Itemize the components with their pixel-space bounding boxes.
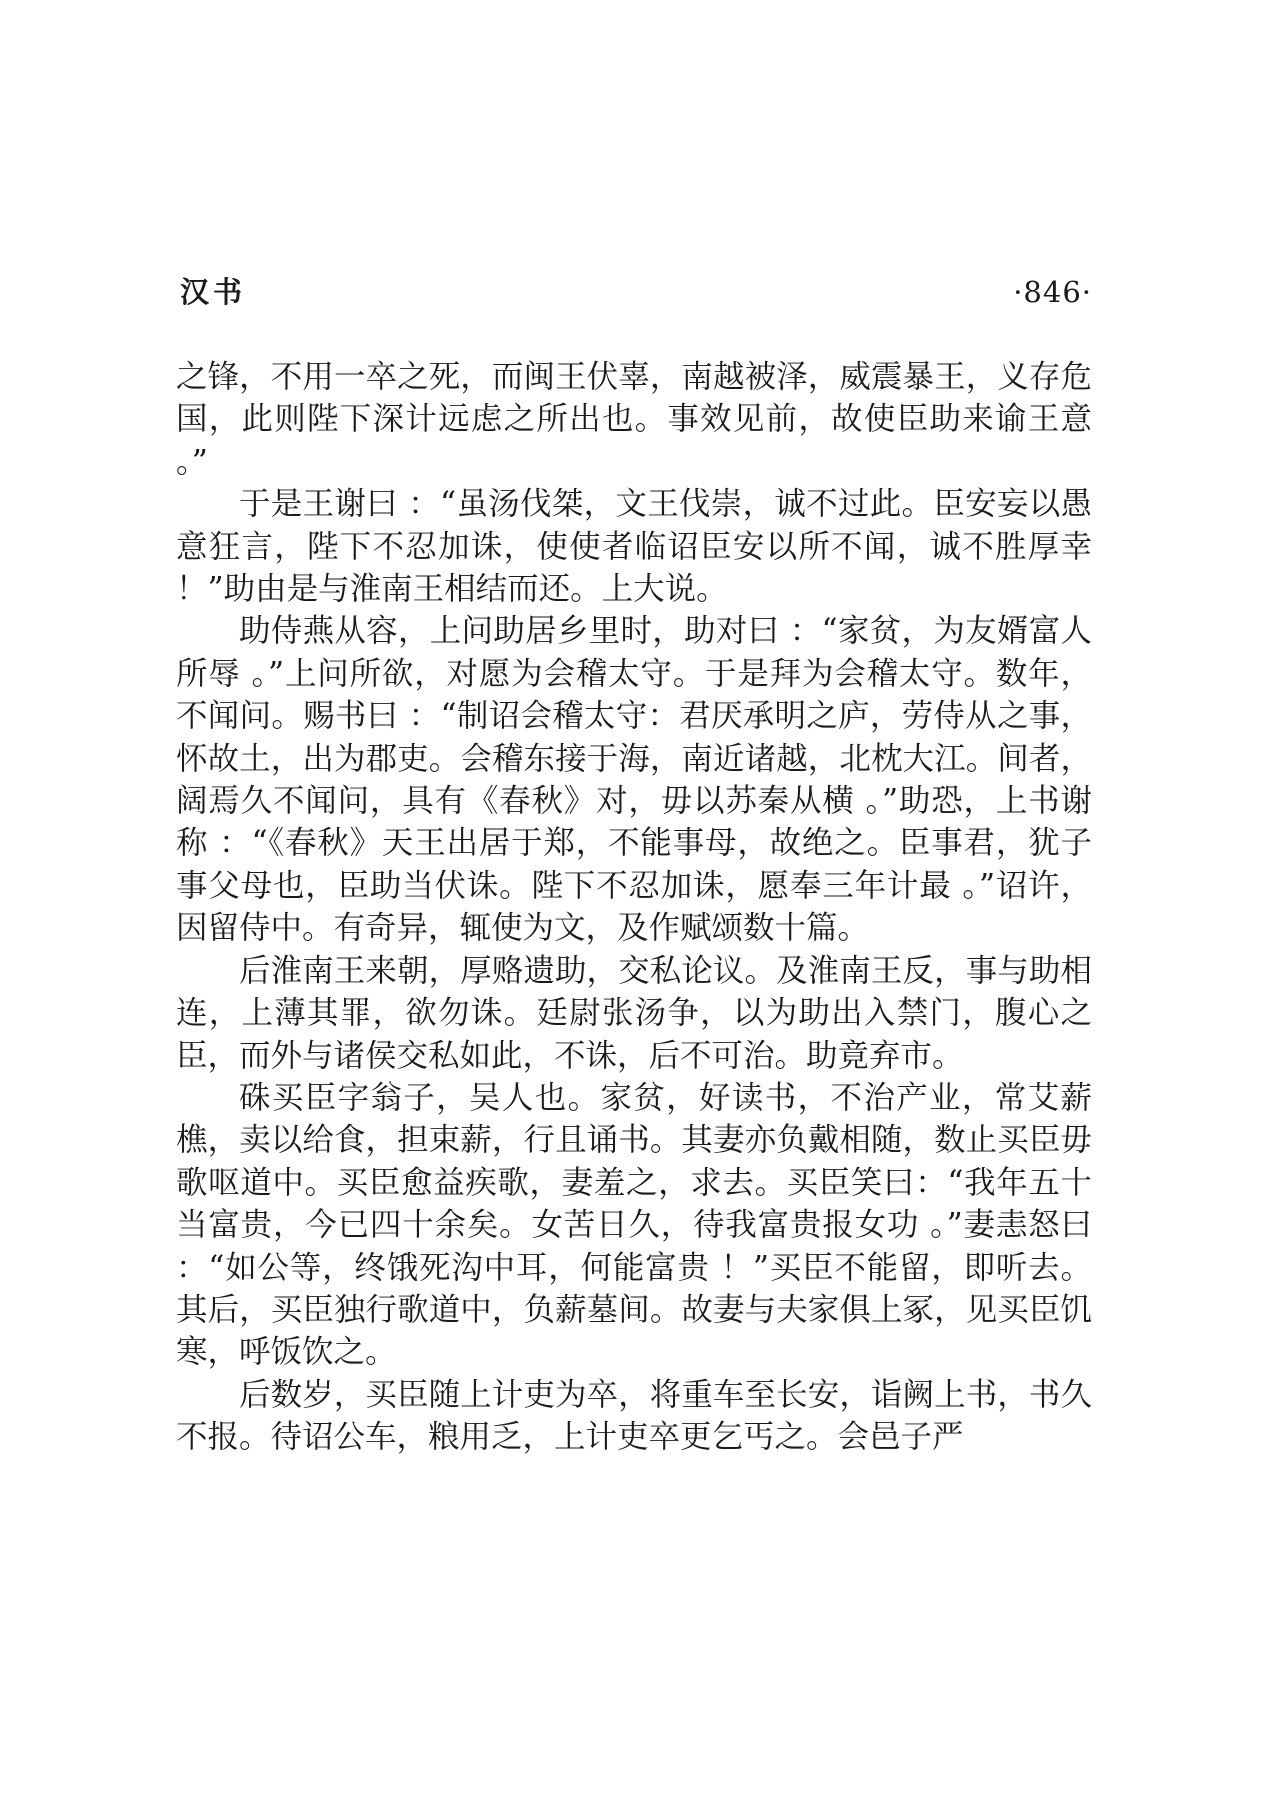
paragraph: 之锋，不用一卒之死，而闽王伏辜，南越被泽，威震暴王，义存危国，此则陛下深计远虑之所出也。事效见前，故使臣助来谕王意 。”	[176, 359, 1092, 480]
paragraph: 于是王谢曰 ：“虽汤伐桀，文王伐崇，诚不过此。臣安妄以愚意狂言，陛下不忍加诛，使使者临诏臣安以所不闻，诚不胜厚幸 ！”助由是与淮南王相结而还。上大说。	[176, 486, 1092, 608]
page-number: ·846·	[1013, 275, 1092, 309]
paragraph: 硃买臣字翁子，吴人也。家贫，好读书，不治产业，常艾薪樵，卖以给食，担束薪，行且诵书。其妻亦负戴相随，数止买臣毋歌呕道中。买臣愈益疾歌，妻羞之，求去。买臣笑曰：“我年五十当富贵，今已四十余矣。女苦日久，待我富贵报女功 。”妻恚怒曰 ：“如公等，终饿死沟中耳，何能富贵 ！”买臣不能留，即听去。其后，买臣独行歌道中，负薪墓间。故妻与夫家俱上冢，见买臣饥寒，呼饭饮之。	[176, 1079, 1092, 1371]
book-title: 汉书	[180, 275, 247, 309]
body-text	[176, 356, 1092, 1459]
paragraph: 后数岁，买臣随上计吏为卒，将重车至长安，诣阙上书，书久不报。待诏公车，粮用乏，上计吏卒更乞丐之。会邑子严	[176, 1376, 1092, 1456]
paragraph: 助侍燕从容，上问助居乡里时，助对曰 ：“家贫，为友婿富人所辱 。”上问所欲，对愿为会稽太守。于是拜为会稽太守。数年，不闻问。赐书曰 ：“制诏会稽太守：君厌承明之庐，劳侍从之事，怀故土，出为郡吏。会稽东接于海，南近诸越，北枕大江。间者，阔焉久不闻问，具有《春秋》对，毋以苏秦从横 。”助恐，上书谢称 ：“《春秋》天王出居于郑，不能事母，故绝之。臣事君，犹子事父母也，臣助当伏诛。陛下不忍加诛，愿奉三年计最 。”诏许，因留侍中。有奇异，辄使为文，及作赋颂数十篇。	[176, 613, 1092, 947]
running-header	[180, 270, 1092, 314]
paragraph: 后淮南王来朝，厚赂遗助，交私论议。及淮南王反，事与助相连，上薄其罪，欲勿诛。廷尉张汤争，以为助出入禁门，腹心之臣，而外与诸侯交私如此，不诛，后不可治。助竟弃市。	[176, 952, 1092, 1074]
